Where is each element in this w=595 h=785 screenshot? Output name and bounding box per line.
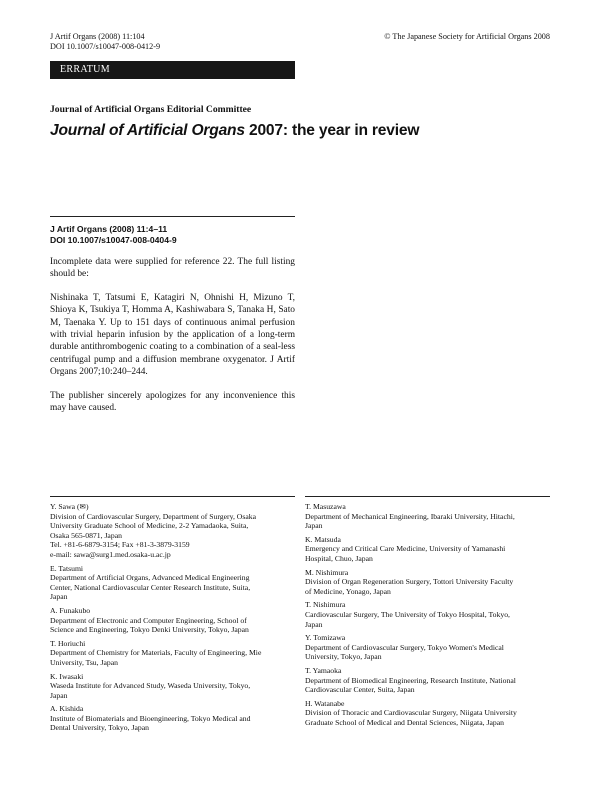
affiliation-name: T. Yamaoka xyxy=(305,665,342,675)
affiliation-text: Department of Chemistry for Materials, Faculty of Engineering, Mie University, Tsu, Japan xyxy=(50,648,262,667)
affiliation-text: Division of Cardiovascular Surgery, Department of Surgery, Osaka University Graduate School of Medicine, 2-2 Yamadaoka, Suita, Osaka 565-0871, Japan Tel. +81-6-6879-3154; Fax +81-3-3879-3159 e-mail: sawa@surg1.med.osaka-u.ac.jp xyxy=(50,511,257,559)
affiliation-name: A. Kishida xyxy=(50,704,84,714)
affiliation-entry xyxy=(305,568,550,597)
divider-affiliations-left xyxy=(50,496,295,497)
original-doi: DOI 10.1007/s10047-008-0404-9 xyxy=(50,235,177,245)
affiliation-entry xyxy=(305,502,550,531)
title-rest: 2007: the year in review xyxy=(244,122,420,139)
affiliation-text: Waseda Institute for Advanced Study, Waseda University, Tokyo, Japan xyxy=(50,681,251,700)
affiliation-name: E. Tatsumi xyxy=(50,563,84,573)
affiliation-name: A. Funakubo xyxy=(50,605,91,615)
affiliation-text: Institute of Biomaterials and Bioengineering, Tokyo Medical and Dental University, Tokyo, Japan xyxy=(50,713,251,733)
erratum-label: ERRATUM xyxy=(60,64,110,75)
doi-line: DOI 10.1007/s10047-008-0412-9 xyxy=(50,42,161,51)
affiliation-text: Division of Organ Regeneration Surgery, Tottori University Faculty of Medicine, Yonago, Japan xyxy=(305,577,514,596)
body-paragraph-intro: Incomplete data were supplied for reference 22. The full listing should be: xyxy=(50,257,295,280)
original-citation: J Artif Organs (2008) 11:4–11 xyxy=(50,224,168,234)
copyright-notice: © The Japanese Society for Artificial Organs 2008 xyxy=(384,32,550,41)
affiliations-left xyxy=(50,502,295,737)
running-header xyxy=(50,32,160,52)
affiliation-text: Department of Electronic and Computer Engineering, School of Science and Engineering, Tokyo Denki University, Tokyo, Japan xyxy=(50,615,249,635)
erratum-banner xyxy=(50,61,295,79)
affiliation-text: Department of Mechanical Engineering, Ibaraki University, Hitachi, Japan xyxy=(305,511,515,531)
divider-affiliations-right xyxy=(305,496,550,497)
affiliation-entry xyxy=(50,704,295,733)
affiliation-name: Y. Sawa (✉) xyxy=(50,502,89,511)
affiliation-entry xyxy=(305,699,550,728)
affiliation-name: T. Horiuchi xyxy=(50,638,86,648)
affiliation-name: T. Nishimura xyxy=(305,600,346,610)
affiliation-entry xyxy=(50,639,295,668)
affiliation-entry xyxy=(305,633,550,662)
affiliation-name: K. Matsuda xyxy=(305,534,341,544)
body-paragraph-apology: The publisher sincerely apologizes for any inconvenience this may have caused. xyxy=(50,390,295,414)
journal-citation: J Artif Organs (2008) 11:104 xyxy=(50,32,145,41)
title-journal-name: Journal of Artificial Organs xyxy=(50,122,245,139)
divider-top xyxy=(50,216,295,217)
affiliation-text: Cardiovascular Surgery, The University of Tokyo Hospital, Tokyo, Japan xyxy=(305,609,510,629)
affiliation-entry xyxy=(50,502,295,560)
affiliation-text: Emergency and Critical Care Medicine, University of Yamanashi Hospital, Chuo, Japan xyxy=(305,544,506,563)
affiliation-name: T. Masuzawa xyxy=(305,502,346,511)
affiliation-name: H. Watanabe xyxy=(305,698,345,708)
affiliation-entry xyxy=(50,564,295,602)
affiliation-entry xyxy=(50,672,295,701)
affiliation-text: Division of Thoracic and Cardiovascular Surgery, Niigata University Graduate School of Medical and Dental Sciences, Niigata, Japan xyxy=(305,708,517,727)
affiliation-text: Department of Cardiovascular Surgery, Tokyo Women's Medical University, Tokyo, Japan xyxy=(305,642,504,662)
affiliation-name: K. Iwasaki xyxy=(50,671,84,681)
affiliation-name: M. Nishimura xyxy=(305,567,349,577)
affiliation-entry xyxy=(305,535,550,564)
body-paragraph-reference: Nishinaka T, Tatsumi E, Katagiri N, Ohnishi H, Mizuno T, Shioya K, Tsukiya T, Homma A, Kashiwabara S, Tanaka H, Sato M, Taenaka Y. Up to 151 days of continuous animal perfusion with trivial heparin infusion by the application of a long-term durable antithrombogenic coating to a combination of a seal-less centrifugal pump and a diffusion membrane oxygenator. J Artif Organs 2007;10:240–244. xyxy=(50,292,295,378)
affiliations-right xyxy=(305,502,550,731)
affiliation-entry xyxy=(305,600,550,629)
article-title xyxy=(50,122,419,140)
affiliation-name: Y. Tomizawa xyxy=(305,633,346,643)
affiliation-text: Department of Artificial Organs, Advanced Medical Engineering Center, National Cardiovascular Center Research Institute, Suita, Japan xyxy=(50,573,251,602)
author-committee: Journal of Artificial Organs Editorial Committee xyxy=(50,104,252,115)
affiliation-text: Department of Biomedical Engineering, Research Institute, National Cardiovascular Center, Suita, Japan xyxy=(305,675,516,695)
affiliation-entry xyxy=(50,606,295,635)
affiliation-entry xyxy=(305,666,550,695)
original-article-reference xyxy=(50,224,177,246)
erratum-body xyxy=(50,256,295,425)
